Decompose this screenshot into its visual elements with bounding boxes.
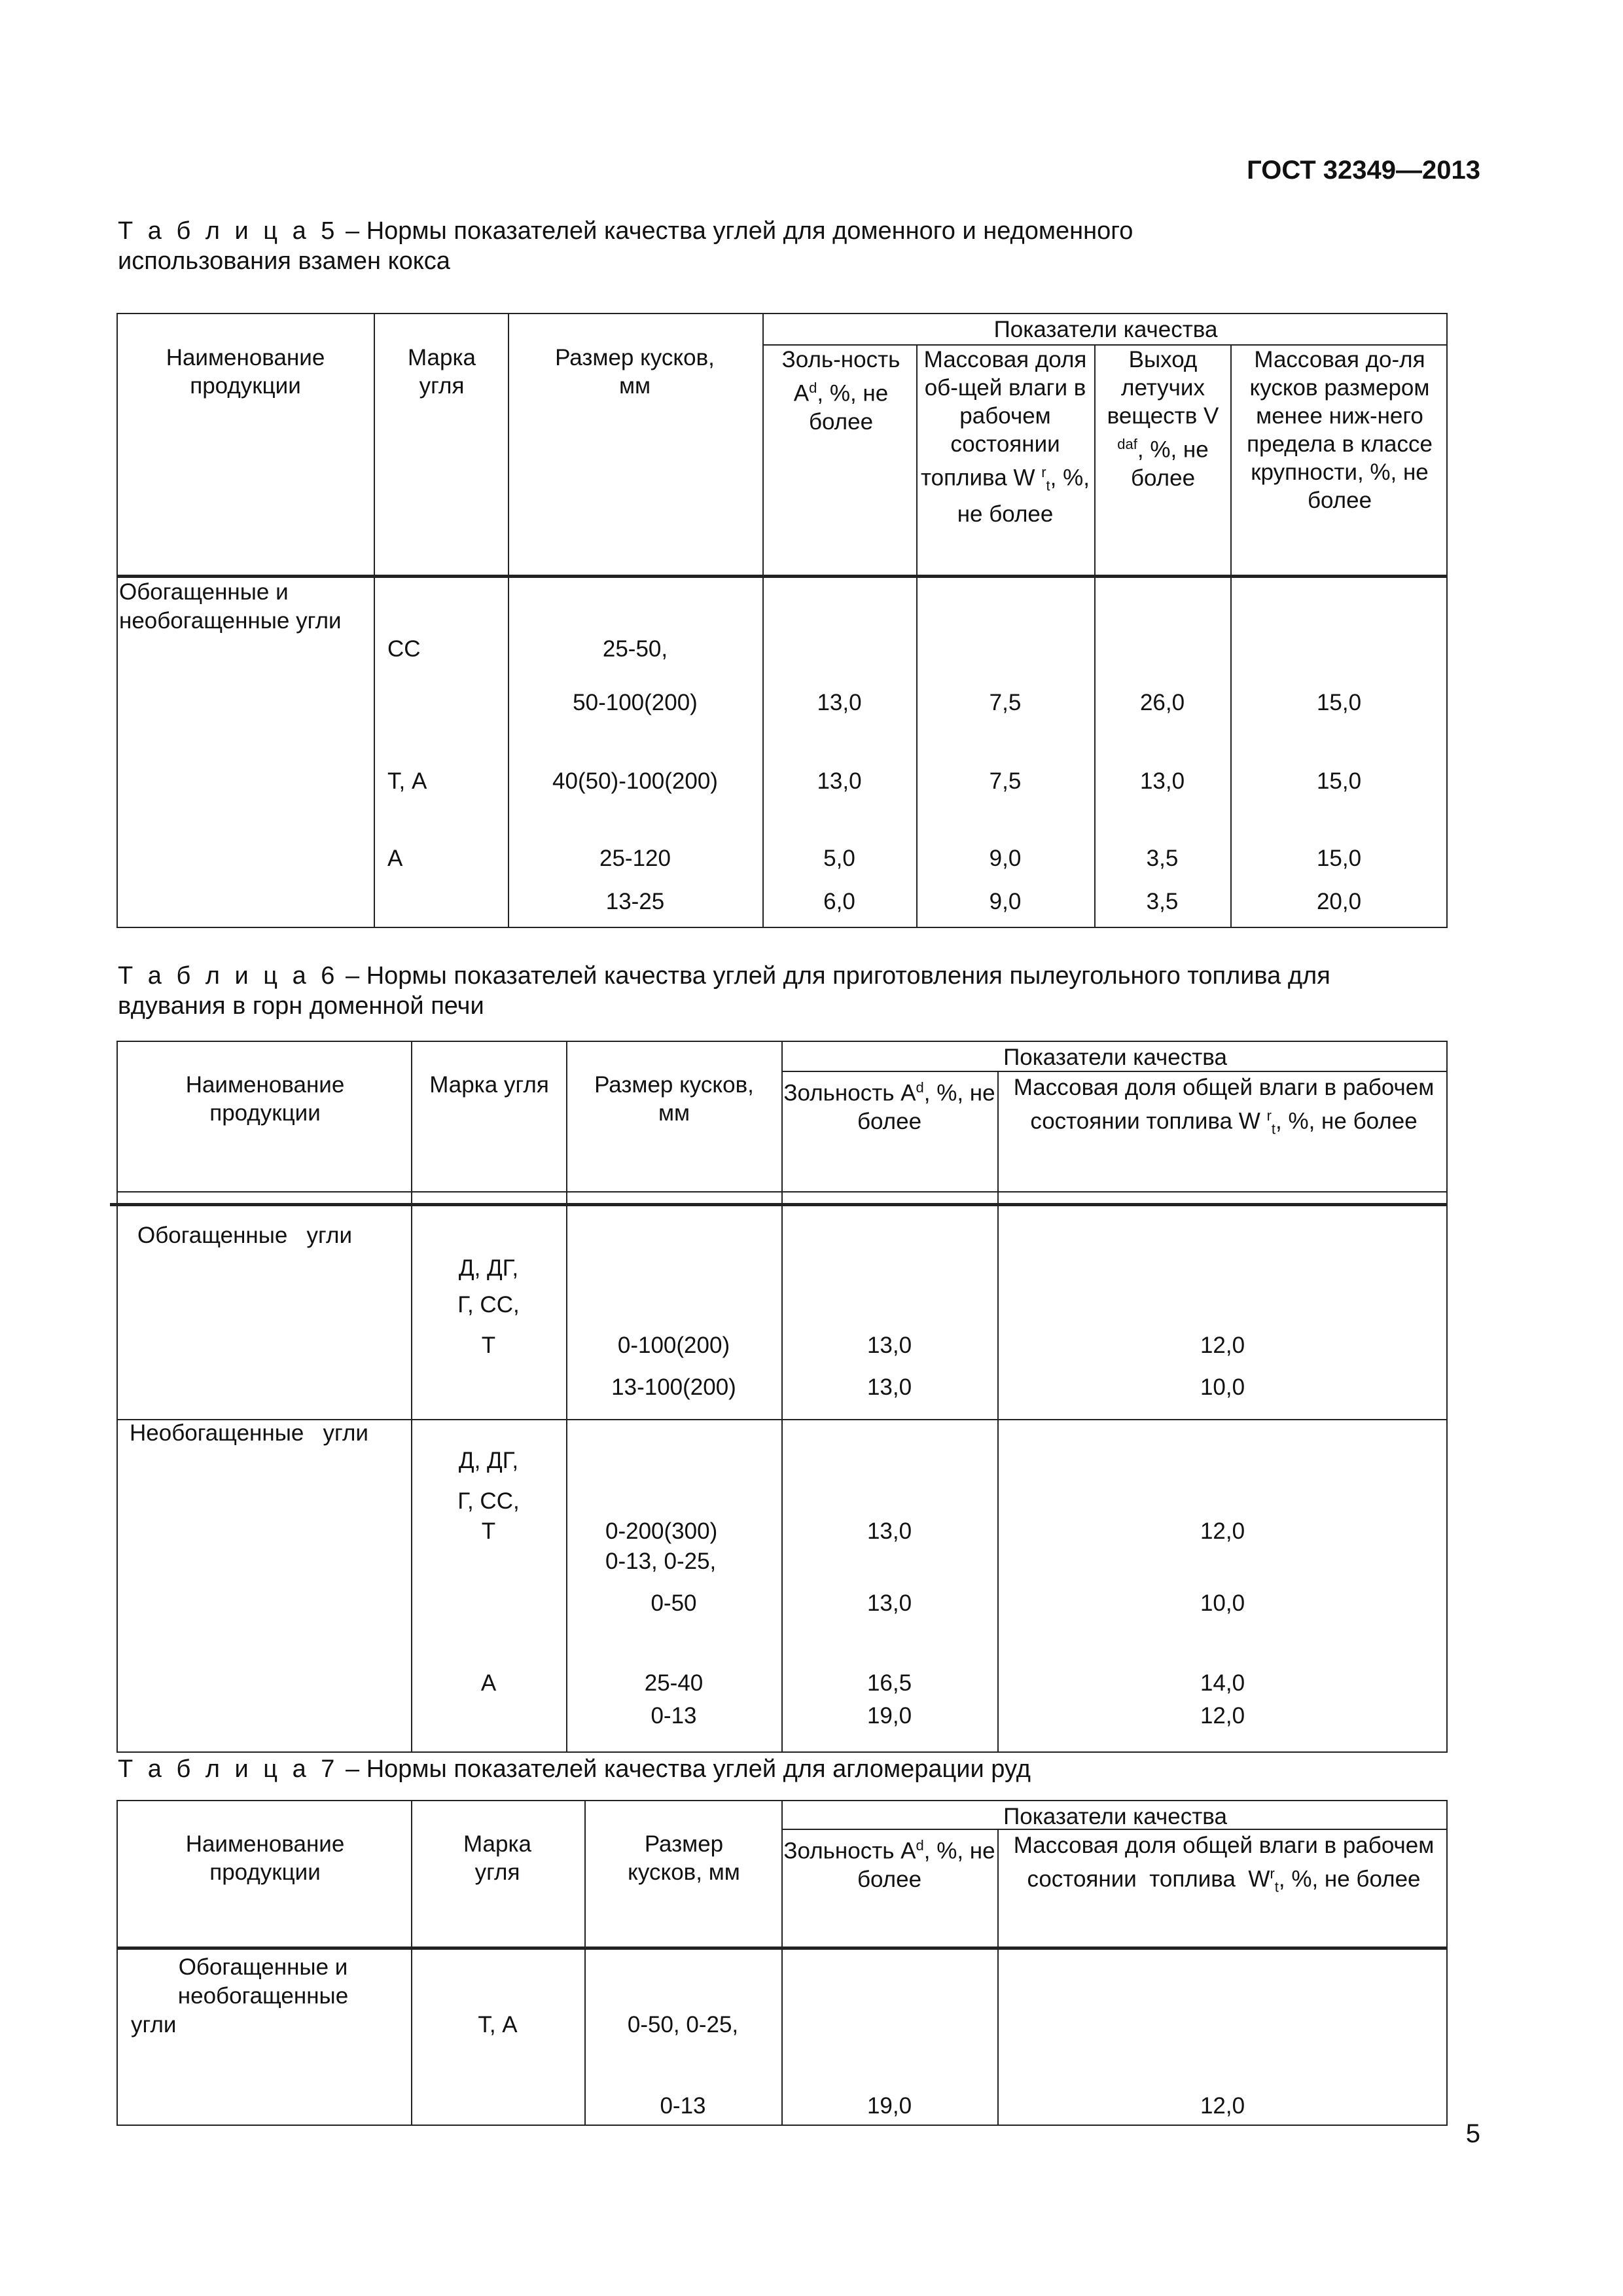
table6-caption-label: Т а б л и ц а 6 <box>118 962 339 990</box>
table5-row1-fines: 15,0 <box>1316 690 1362 715</box>
table5-row1-size: 50-100(200) <box>573 690 698 715</box>
table7-size2: 0-13 <box>660 2093 706 2119</box>
table5-col-grade: Марка угля <box>407 345 476 399</box>
table6-group-header: Показатели качества <box>1003 1045 1227 1070</box>
table6-divider <box>411 1041 412 1753</box>
table5-caption-label: Т а б л и ц а 5 <box>118 217 339 245</box>
table5-col-volatile-sup: daf <box>1117 436 1137 452</box>
table5-col-fines: Массовая до-ля кусков размером менее ниж-него предела в классе крупности, %, не более <box>1247 347 1433 513</box>
table6-group2-ash1: 13,0 <box>866 1518 912 1544</box>
table5-divider <box>508 313 509 928</box>
table6-group1-row1-ash: 13,0 <box>866 1374 912 1400</box>
table7-col-ash <box>783 1831 996 1893</box>
table7-col-moisture-text: Массовая доля общей влаги в рабочем состоянии топлива W <box>1013 1833 1447 1892</box>
table6-group2-moisture4: 12,0 <box>1200 1703 1245 1729</box>
table5-product: Обогащенные и необогащенные угли <box>119 579 342 634</box>
table5-group-header: Показатели качества <box>993 317 1218 342</box>
table5-row1-volatile: 26,0 <box>1139 690 1185 715</box>
table7-group-header: Показатели качества <box>1003 1804 1227 1829</box>
table6-group1-row0-size: 0-100(200) <box>617 1333 730 1358</box>
table6-group2-moisture3: 14,0 <box>1200 1670 1245 1696</box>
table7-divider <box>997 1830 999 2126</box>
table7-divider <box>411 1800 412 2126</box>
table5-row0-size: 25-50, <box>602 636 668 662</box>
table6-group2-grade3: Т <box>481 1518 496 1544</box>
table7-col-product: Наименование продукции <box>185 1831 345 1885</box>
table6-group2-size4: 0-13 <box>651 1703 697 1729</box>
table6-col-ash-text: Зольность A <box>783 1080 916 1106</box>
table6-col-moisture-sup: r <box>1266 1107 1272 1124</box>
table6-divider <box>997 1072 999 1753</box>
table7-col-size: Размер кусков, мм <box>628 1831 740 1885</box>
table5-row0-grade: СС <box>387 636 421 662</box>
table6-group2-grade1: Д, ДГ, <box>458 1448 519 1473</box>
table5-row2-volatile: 13,0 <box>1139 768 1185 794</box>
table5-row3-size: 25-120 <box>599 846 671 871</box>
table7-product-line2: необогащенные <box>177 1983 349 2009</box>
table7-header-rule <box>116 1946 1448 1950</box>
table5-divider <box>1230 346 1232 928</box>
table5-row1-ash: 13,0 <box>817 690 862 715</box>
table5-row4-moisture: 9,0 <box>989 889 1022 914</box>
table6-group2-grade-a: А <box>480 1670 497 1696</box>
table6-group1-grade3: Т <box>481 1333 496 1358</box>
table6-col-ash <box>783 1073 996 1136</box>
table6-col-ash-sup: d <box>916 1079 924 1096</box>
table6-col-moisture <box>1008 1073 1440 1143</box>
table6-caption-text: – Нормы показателей качества углей для приготовления пылеугольного топлива для <box>346 962 1330 990</box>
table7-col-moisture-rest: , %, не более <box>1278 1866 1421 1892</box>
table5-row2-moisture: 7,5 <box>989 768 1022 794</box>
table7-product-line1: Обогащенные и <box>178 1954 348 1980</box>
table6-group2-product: Необогащенные угли <box>130 1420 368 1446</box>
table5-row3-grade: А <box>387 846 403 871</box>
table5-col-ash <box>769 346 913 436</box>
table5-row3-ash: 5,0 <box>823 846 855 871</box>
table7-col-ash-text: Зольность A <box>783 1838 916 1864</box>
table5-row2-fines: 15,0 <box>1316 768 1362 794</box>
table5-caption-line2: использования взамен кокса <box>118 247 450 275</box>
standard-number: ГОСТ 32349—2013 <box>1247 156 1480 185</box>
table5-row4-volatile: 3,5 <box>1146 889 1179 914</box>
table6-header-rule <box>110 1203 1448 1206</box>
table5-row3-fines: 15,0 <box>1316 846 1362 871</box>
table7-grade: Т, А <box>478 2012 518 2037</box>
table5-row1-moisture: 7,5 <box>989 690 1022 715</box>
table7-ash: 19,0 <box>866 2093 912 2119</box>
table5-col-moisture-text: Массовая доля об-щей влаги в рабочем состоянии топлива W <box>921 347 1087 491</box>
table5-col-moisture <box>918 346 1093 528</box>
table5-col-volatile-rest: , %, не более <box>1130 437 1209 491</box>
table6-caption <box>118 961 1330 1021</box>
table7-product-line3: угли <box>131 2012 177 2037</box>
table5-caption-text: – Нормы показателей качества углей для доменного и недоменного <box>346 217 1133 245</box>
table7-col-ash-rest: , %, не более <box>857 1838 995 1892</box>
table5-col-volatile-text: Выход летучих веществ V <box>1107 347 1219 429</box>
table7-size1: 0-50, 0-25, <box>627 2012 739 2037</box>
table6-col-product: Наименование продукции <box>185 1072 345 1126</box>
page-number: 5 <box>1465 2119 1480 2148</box>
table7-divider <box>584 1800 586 2126</box>
table5-col-moisture-sup: r <box>1041 464 1046 480</box>
table6-group2-grade2: Г, СС, <box>457 1488 520 1514</box>
table6-group1-grade1: Д, ДГ, <box>458 1255 519 1281</box>
table7-col-moisture-sub: t <box>1274 1878 1279 1895</box>
table5-row2-size: 40(50)-100(200) <box>552 768 718 794</box>
table6-caption-line2: вдувания в горн доменной печи <box>118 992 484 1020</box>
table6-group2-ash4: 19,0 <box>866 1703 912 1729</box>
table5-row2-grade: Т, А <box>387 768 427 794</box>
table5-col-ash-text: Золь-ность A <box>781 347 901 406</box>
table5-row3-volatile: 3,5 <box>1146 846 1179 871</box>
table6-group2-size2b: 0-50 <box>651 1590 697 1616</box>
table7-moisture: 12,0 <box>1200 2093 1245 2119</box>
table5-row2-ash: 13,0 <box>817 768 862 794</box>
table7-col-moisture <box>1001 1831 1446 1901</box>
table5-col-ash-rest: , %, не более <box>808 380 889 435</box>
table5-row4-ash: 6,0 <box>823 889 855 914</box>
table7-caption <box>118 1754 1031 1784</box>
table6-group2-ash3: 16,5 <box>866 1670 912 1696</box>
table7-caption-text: – Нормы показателей качества углей для агломерации руд <box>346 1755 1031 1783</box>
table5-col-size: Размер кусков, мм <box>555 345 715 399</box>
table6-group2-size2a: 0-13, 0-25, <box>605 1549 717 1574</box>
table7-caption-label: Т а б л и ц а 7 <box>118 1755 339 1783</box>
table6-group1-row1-moisture: 10,0 <box>1200 1374 1245 1400</box>
table6-col-size: Размер кусков, мм <box>594 1072 754 1126</box>
table5-col-product: Наименование продукции <box>166 345 325 399</box>
table5-row4-fines: 20,0 <box>1316 889 1362 914</box>
table6-group1-grade2: Г, СС, <box>457 1292 520 1318</box>
table6-divider <box>116 1191 1448 1193</box>
table5-caption <box>118 216 1133 276</box>
table5-col-moisture-sub: t <box>1046 477 1050 494</box>
table5-col-volatile <box>1097 346 1229 492</box>
table6-group2-ash2: 13,0 <box>866 1590 912 1616</box>
table6-group2-moisture1: 12,0 <box>1200 1518 1245 1544</box>
table7-col-grade: Марка угля <box>463 1831 532 1885</box>
table7-col-moisture-sup: r <box>1270 1865 1275 1882</box>
table6-group2-size3: 25-40 <box>644 1670 704 1696</box>
table6-col-ash-rest: , %, не более <box>857 1080 995 1134</box>
table6-group2-size1: 0-200(300) <box>605 1518 718 1544</box>
table5-divider <box>1094 346 1096 928</box>
table6-col-moisture-sub: t <box>1271 1121 1276 1138</box>
table7-col-ash-sup: d <box>916 1837 924 1854</box>
table6-group1-row0-ash: 13,0 <box>866 1333 912 1358</box>
table5-row4-size: 13-25 <box>605 889 665 914</box>
table6-group2-moisture2: 10,0 <box>1200 1590 1245 1616</box>
table6-group1-row1-size: 13-100(200) <box>611 1374 736 1400</box>
table6-col-moisture-rest: , %, не более <box>1275 1108 1418 1134</box>
table6-col-grade: Марка угля <box>429 1072 549 1098</box>
table5-divider <box>762 313 764 928</box>
table6-col-moisture-text: Массовая доля общей влаги в рабочем состоянии топлива W <box>1013 1075 1435 1134</box>
table5-col-moisture-rest: , %, не более <box>957 465 1090 527</box>
table6-group1-product: Обогащенные угли <box>137 1223 352 1248</box>
table5-row3-moisture: 9,0 <box>989 846 1022 871</box>
table5-col-ash-sup: d <box>809 380 817 396</box>
table6-group1-row0-moisture: 12,0 <box>1200 1333 1245 1358</box>
